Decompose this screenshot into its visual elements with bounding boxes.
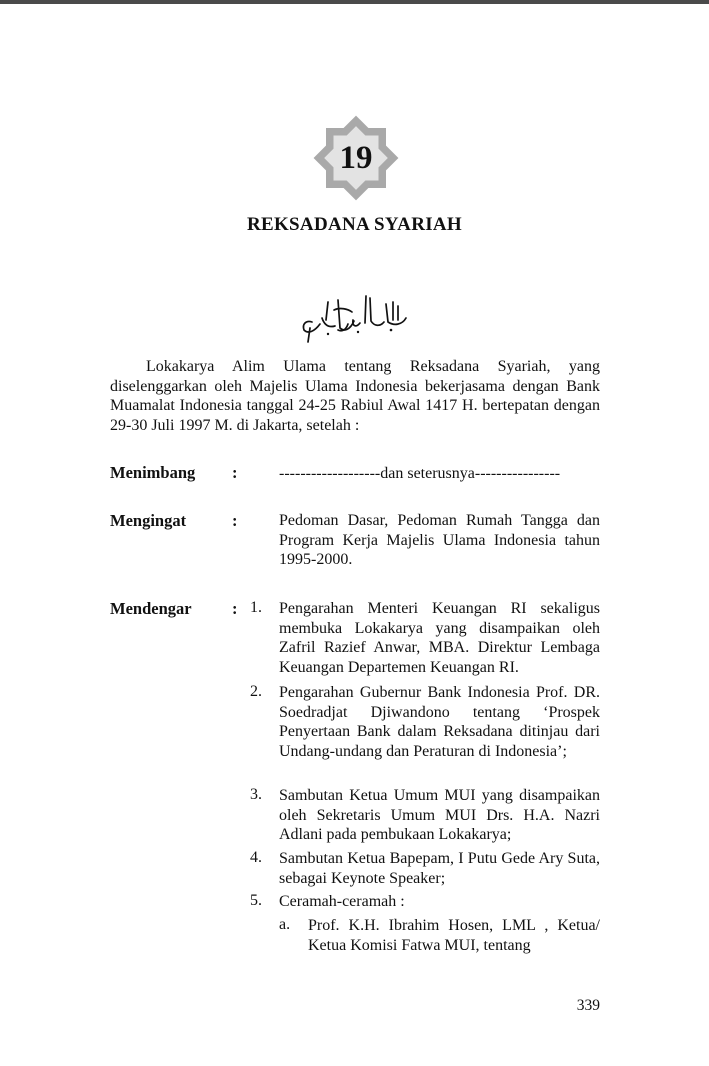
menimbang-text: -------------------dan seterusnya---------------- [279,465,561,482]
list-item-text: Sambutan Ketua Umum MUI yang disampaikan oleh Sekretaris Umum MUI Drs. H.A. Nazri Adlani pada pembukaan Lokakarya; [279,787,600,843]
list-item-number: 1. [250,599,262,616]
sub-item-letter: a. [279,916,291,933]
mengingat-colon: : [232,511,238,530]
chapter-number: 19 [339,139,373,176]
chapter-badge [313,115,399,201]
top-border [0,0,709,4]
sub-item-text: Prof. K.H. Ibrahim Hosen, LML , Ketua/ Ketua Komisi Fatwa MUI, tentang [308,917,600,954]
menimbang-label: Menimbang [110,463,196,482]
intro-paragraph: Lokakarya Alim Ulama tentang Reksadana Syariah, yang diselenggarkan oleh Majelis Ulama Indonesia bekerjasama dengan Bank Muamalat Indonesia tanggal 24-25 Rabiul Awal 1417 H. bertepatan dengan 29-30 Juli 1997 M. di Jakarta, setelah : [110,358,600,434]
page-number: 339 [576,997,600,1014]
mengingat-label: Mengingat [110,511,187,530]
mengingat-text: Pedoman Dasar, Pedoman Rumah Tangga dan Program Kerja Majelis Ulama Indonesia tahun 1995-2000. [279,512,600,568]
list-item-number: 5. [250,892,262,909]
menimbang-colon: : [232,463,238,482]
chapter-title: REKSADANA SYARIAH [246,214,463,235]
basmalah-calligraphy-icon [298,290,413,348]
list-item-text: Sambutan Ketua Bapepam, I Putu Gede Ary Suta, sebagai Keynote Speaker; [279,850,600,887]
list-item-number: 2. [250,683,262,700]
list-item-text: Pengarahan Menteri Keuangan RI sekaligus membuka Lokakarya yang disampaikan oleh Zafril Razief Anwar, MBA. Direktur Lembaga Keuangan Departemen Keuangan RI. [279,600,600,676]
mendengar-colon: : [232,599,238,618]
mendengar-label: Mendengar [110,599,192,618]
list-item-number: 3. [250,786,262,803]
list-item-text: Ceramah-ceramah : [279,893,405,910]
list-item-text: Pengarahan Gubernur Bank Indonesia Prof. DR. Soedradjat Djiwandono tentang ‘Prospek Penyertaan Bank dalam Reksadana ditinjau dari Undang-undang dan Peraturan di Indonesia’; [279,684,600,760]
list-item-number: 4. [250,849,262,866]
